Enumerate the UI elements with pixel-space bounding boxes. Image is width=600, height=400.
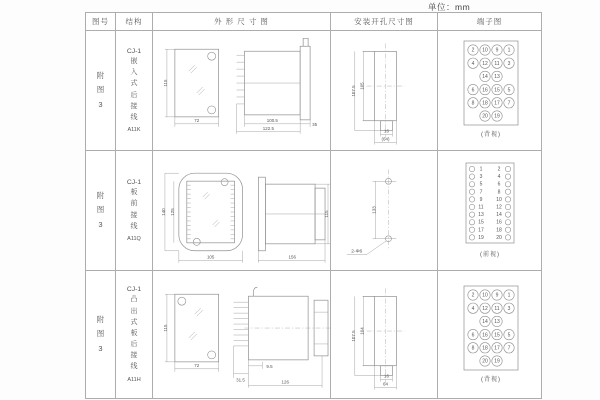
svg-text:4: 4 [497, 173, 501, 180]
terminal-circles [468, 44, 514, 120]
dim-label: 72 [194, 117, 200, 123]
dim-label: 104 [359, 327, 365, 335]
view-label: (背视) [481, 131, 501, 138]
dim-label: 31.5 [236, 377, 245, 383]
dim-label: 115 [162, 324, 168, 332]
dim-label: 107.5 [350, 84, 356, 97]
svg-text:12: 12 [482, 305, 488, 312]
dim-label: 64 [383, 381, 388, 387]
dim-label: 16 [384, 373, 389, 379]
col-header-structure: 结构 [116, 13, 153, 31]
svg-text:15: 15 [478, 219, 484, 226]
front-view [161, 173, 243, 262]
svg-text:16: 16 [496, 219, 502, 226]
svg-text:6: 6 [471, 86, 475, 93]
fig-no-cell [86, 151, 116, 271]
outline-drawing-a11k [153, 31, 330, 151]
svg-text:9: 9 [479, 196, 483, 203]
svg-text:20: 20 [482, 358, 488, 365]
structure-label: 板前接线 [130, 189, 138, 230]
terminal-diagram-a11q [438, 151, 541, 271]
svg-text:19: 19 [494, 358, 500, 365]
svg-text:5: 5 [507, 86, 511, 93]
svg-text:1: 1 [507, 47, 511, 54]
svg-text:11: 11 [494, 60, 500, 67]
svg-text:14: 14 [482, 73, 488, 80]
col-header-terminal: 端子图 [438, 13, 541, 31]
svg-text:8: 8 [471, 345, 475, 352]
svg-text:17: 17 [494, 345, 500, 352]
svg-text:10: 10 [496, 196, 502, 203]
svg-text:4: 4 [471, 305, 475, 312]
dim-label: 115 [324, 209, 330, 218]
dim-label: 156 [288, 254, 296, 260]
svg-text:16: 16 [482, 86, 488, 93]
svg-text:2: 2 [497, 166, 501, 173]
terminal-diagram-a11k [438, 31, 541, 151]
fig-no-text: 附图3 [96, 315, 105, 353]
col-header-fig-no: 图号 [86, 13, 116, 31]
install-cell [331, 31, 438, 151]
svg-text:2: 2 [471, 292, 475, 299]
dim-label: 126 [281, 379, 289, 385]
install-drawing-a11q [331, 151, 437, 271]
svg-text:14: 14 [496, 211, 502, 218]
svg-text:11: 11 [494, 305, 500, 312]
structure-cell [116, 271, 153, 398]
model-label: CJ-1 [126, 47, 142, 55]
dim-label: 35 [312, 121, 318, 127]
svg-text:12: 12 [482, 60, 488, 67]
model-code: A11K [127, 127, 141, 134]
svg-text:8: 8 [471, 99, 475, 106]
fig-no-cell [86, 271, 116, 398]
front-view [163, 294, 219, 372]
outline-cell [153, 151, 331, 271]
svg-text:15: 15 [494, 86, 500, 93]
terminal-circles [468, 290, 514, 366]
fig-no-cell [86, 31, 116, 151]
svg-text:13: 13 [494, 73, 500, 80]
dim-label: 16 [384, 128, 389, 134]
dim-label: 122.5 [262, 125, 274, 131]
svg-text:18: 18 [482, 99, 488, 106]
structure-cell [116, 151, 153, 271]
terminal-circles [469, 166, 510, 241]
col-header-outline: 外 形 尺 寸 图 [153, 13, 331, 31]
outline-cell [153, 31, 331, 151]
dim-label: 105 [359, 81, 365, 90]
terminal-diagram-a11h [438, 272, 541, 397]
hole-callout: 2-Φ6 [351, 249, 363, 255]
model-label: CJ-1 [126, 179, 142, 187]
svg-text:15: 15 [494, 332, 500, 339]
install-cell [331, 151, 438, 271]
terminal-cell [438, 151, 541, 271]
structure-label: 嵌入式后接线 [130, 57, 138, 121]
svg-text:13: 13 [494, 319, 500, 326]
svg-text:1: 1 [479, 166, 483, 173]
fig-no-text: 附图3 [96, 191, 105, 229]
dim-label: 105 [206, 254, 215, 260]
outline-drawing-a11q [153, 151, 330, 271]
svg-text:16: 16 [482, 332, 488, 339]
front-view [163, 49, 219, 127]
svg-text:20: 20 [496, 234, 502, 241]
svg-text:1: 1 [507, 292, 511, 299]
dim-label: 100.5 [266, 117, 278, 123]
svg-text:5: 5 [479, 181, 483, 188]
install-drawing-a11h [331, 272, 437, 397]
svg-text:19: 19 [494, 113, 500, 120]
svg-text:8: 8 [497, 188, 501, 195]
svg-text:13: 13 [478, 211, 484, 218]
svg-text:11: 11 [478, 204, 484, 211]
outline-cell [153, 271, 331, 398]
svg-text:7: 7 [507, 345, 511, 352]
svg-text:9: 9 [495, 47, 499, 54]
svg-text:3: 3 [507, 305, 511, 312]
dim-label: 9.5 [266, 363, 273, 369]
model-code: A11H [127, 376, 141, 383]
dim-label: (64) [381, 136, 390, 142]
svg-text:17: 17 [494, 99, 500, 106]
svg-text:4: 4 [471, 60, 475, 67]
dim-label: 107.5 [350, 330, 356, 342]
structure-cell [116, 31, 153, 151]
svg-text:6: 6 [471, 332, 475, 339]
svg-text:3: 3 [479, 173, 483, 180]
dim-label: 115 [162, 78, 168, 87]
dim-label: 125 [169, 207, 175, 216]
side-view [237, 38, 318, 133]
dim-label: 133 [371, 205, 377, 214]
svg-text:5: 5 [507, 332, 511, 339]
svg-text:7: 7 [479, 188, 483, 195]
terminal-cell [438, 271, 541, 398]
model-code: A11Q [127, 235, 141, 242]
svg-text:12: 12 [496, 204, 502, 211]
svg-text:18: 18 [482, 345, 488, 352]
svg-text:3: 3 [507, 60, 511, 67]
svg-text:9: 9 [495, 292, 499, 299]
svg-text:14: 14 [482, 319, 488, 326]
col-header-install: 安装开孔尺寸图 [331, 13, 438, 31]
install-cell [331, 271, 438, 398]
svg-text:10: 10 [482, 47, 488, 54]
unit-label: 单位：mm [428, 2, 471, 12]
view-label: (背视) [481, 377, 501, 383]
svg-text:10: 10 [482, 292, 488, 299]
svg-text:6: 6 [497, 181, 501, 188]
model-label: CJ-1 [126, 286, 142, 294]
svg-text:20: 20 [482, 113, 488, 120]
svg-text:17: 17 [478, 226, 484, 233]
side-view [258, 177, 330, 263]
outline-drawing-a11h [153, 272, 330, 397]
svg-text:2: 2 [471, 47, 475, 54]
side-view [234, 287, 330, 387]
dim-label: 140 [160, 207, 166, 216]
fig-no-text: 附图3 [96, 71, 105, 109]
structure-label: 凸出式板后接线 [130, 296, 138, 371]
dim-label: 72 [194, 362, 200, 368]
svg-text:7: 7 [507, 99, 511, 106]
spec-table [85, 12, 542, 399]
install-drawing-a11k [331, 31, 437, 151]
svg-text:18: 18 [496, 226, 502, 233]
svg-text:19: 19 [478, 234, 484, 241]
terminal-cell [438, 31, 541, 151]
view-label: (前视) [480, 251, 500, 258]
